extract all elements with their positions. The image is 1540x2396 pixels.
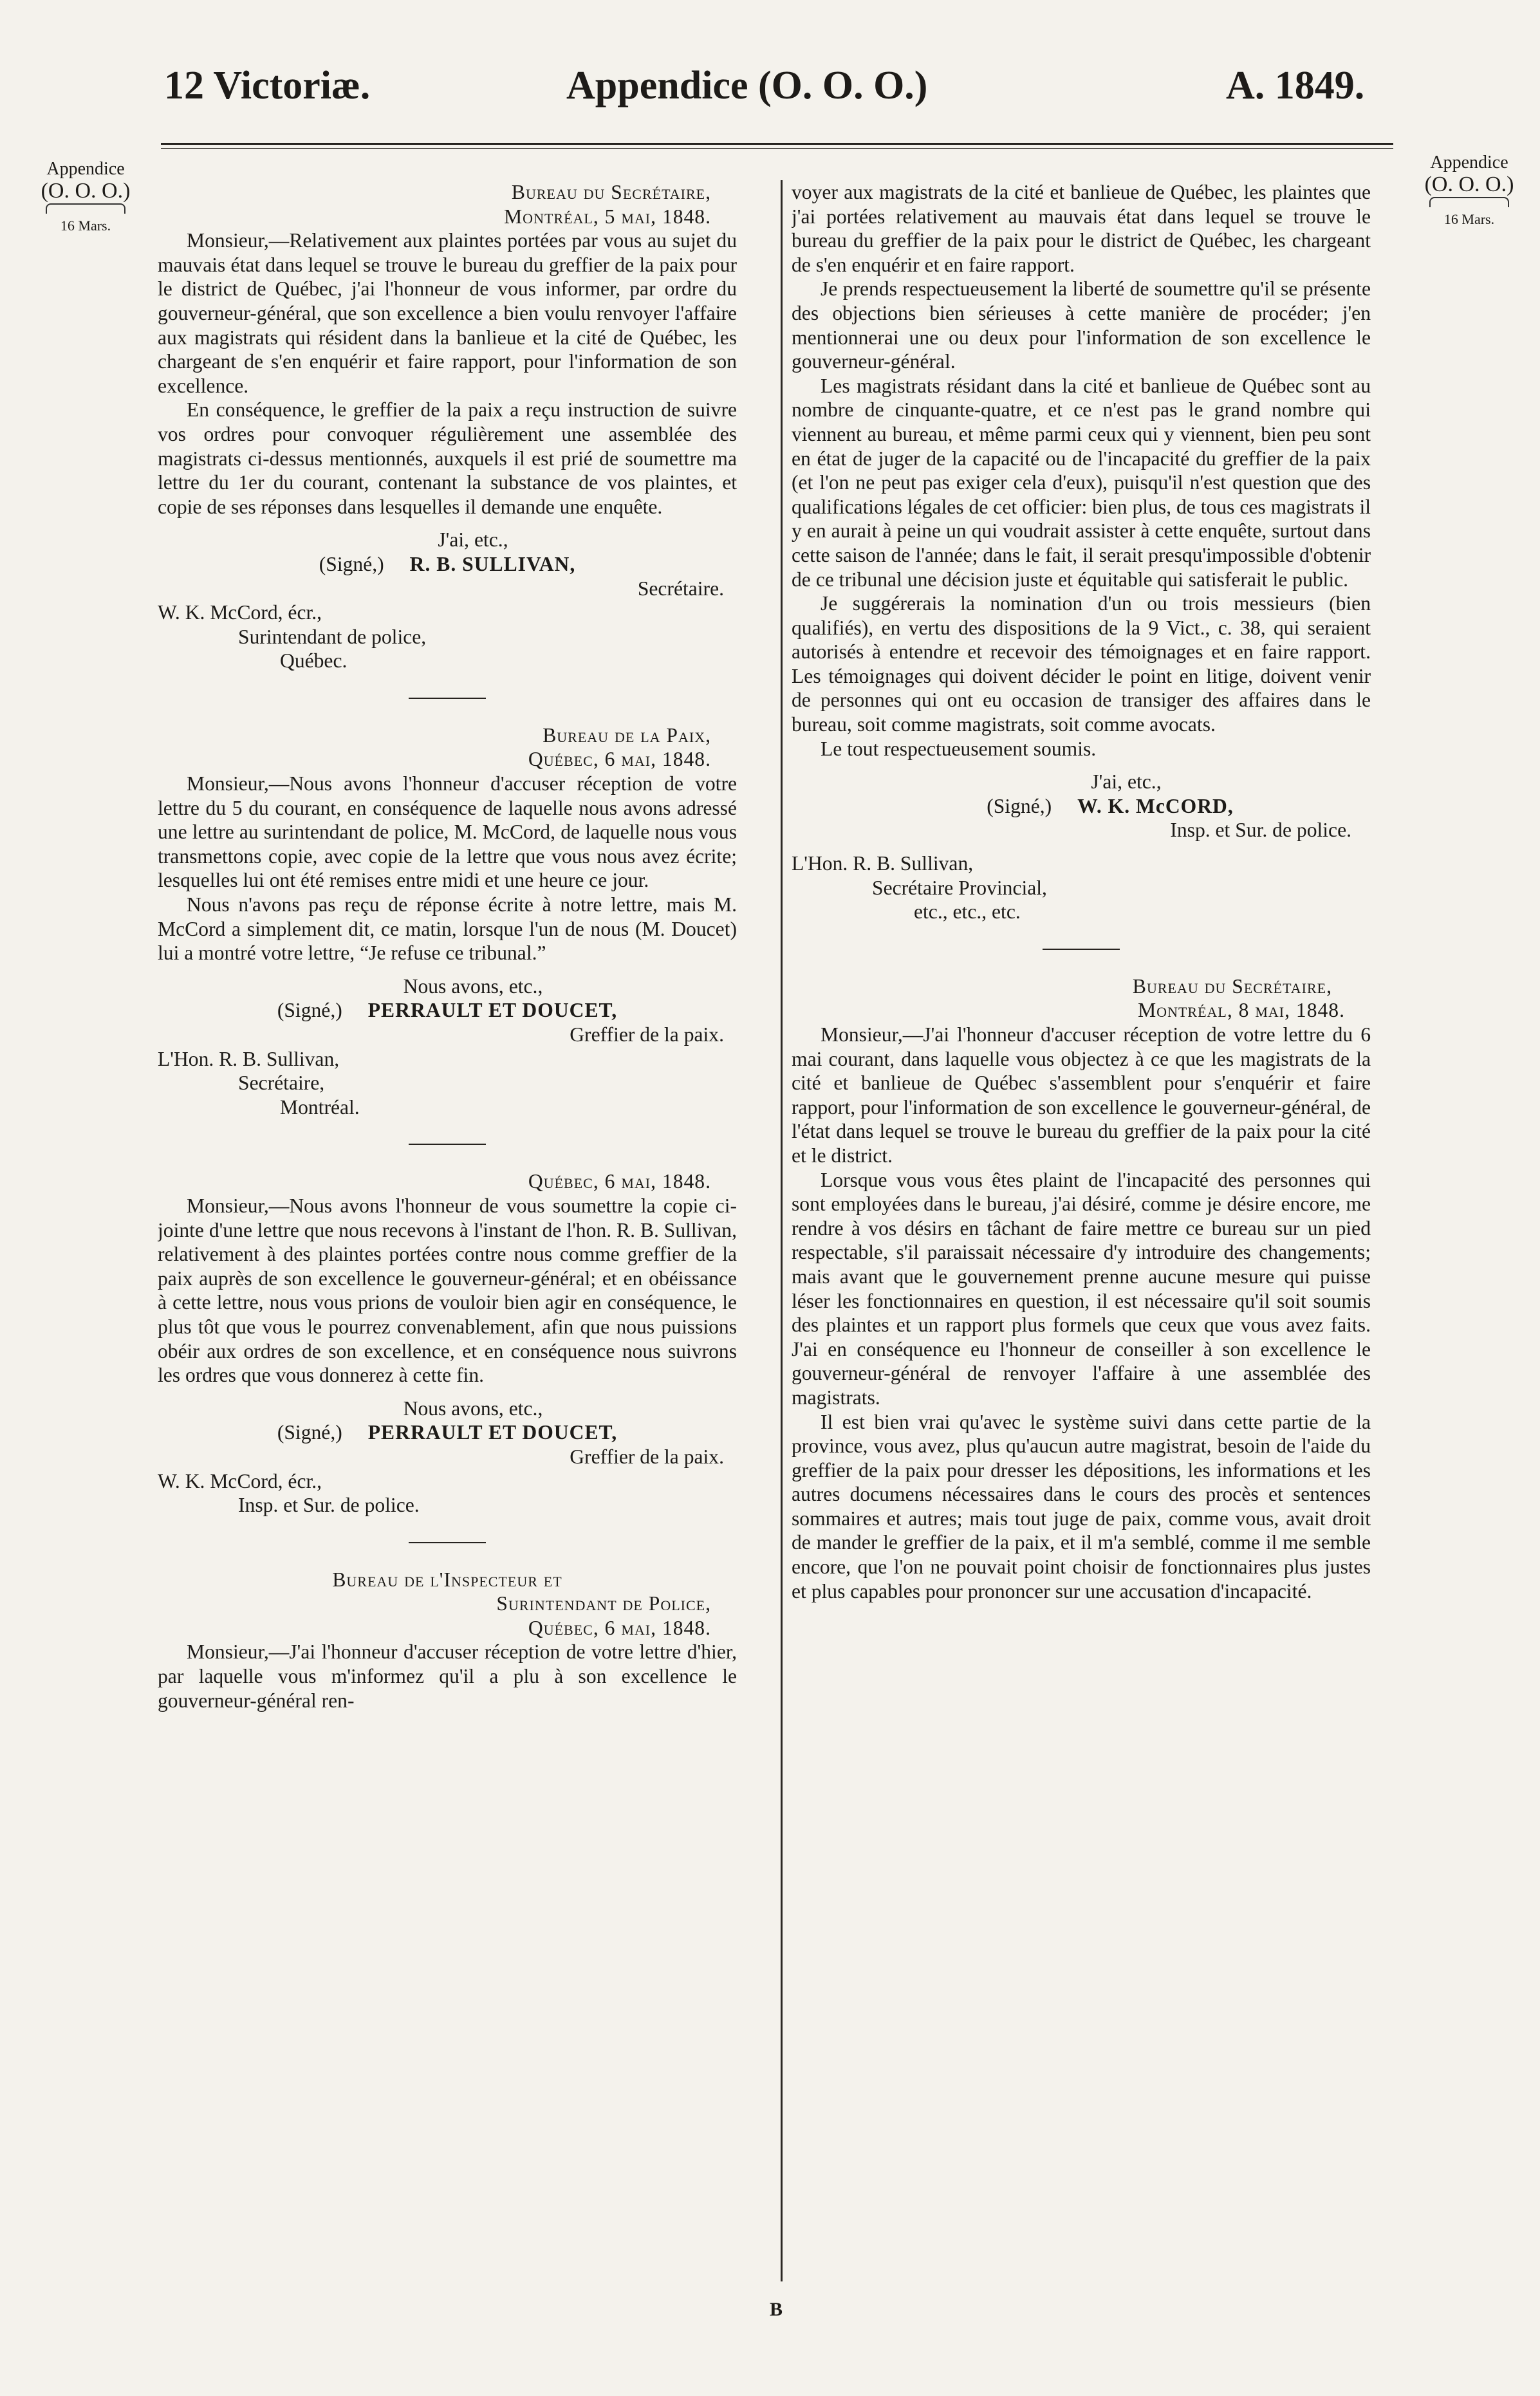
header-year: A. 1849. (1226, 64, 1365, 107)
header-appendix: Appendice (O. O. O.) (566, 64, 928, 107)
letter-office: Bureau du Secrétaire, (1132, 974, 1332, 998)
letter-paragraph: Lorsque vous vous êtes plaint de l'incapacité des personnes qui sont employées dans le bureau, j'ai désiré, comme je désire encore, me rendre à vos désirs en tâchant de faire mettre ce bureau sur un pied respectable, s'il paraissait nécessaire d'y introduire des changements; mais avant que le gouvernement prenne aucune mesure qui puisse léser les fonctionnaires en question, il est nécessaire qu'il soit soumis des plaintes et un rapport plus formels que ceux que vous avez faits. J'ai en conséquence eu l'honneur de conseiller à son excellence le gouverneur-général de renvoyer l'affaire à une assemblée des magistrats. (792, 1168, 1371, 1409)
signature-mark: B (770, 2299, 783, 2320)
signer-name: R. B. SULLIVAN, (409, 552, 576, 575)
header-volume: 12 Victoriæ. (164, 64, 371, 107)
letter-place-date: Montréal, 8 mai, 1848. (1138, 999, 1345, 1022)
letter-place-date: Québec, 6 mai, 1848. (528, 1616, 711, 1639)
letter-place-date: Québec, 6 mai, 1848. (528, 1170, 711, 1193)
letter-paragraph: Les magistrats résidant dans la cité et banlieue de Québec sont au nombre de cinquante-quatre, et ce n'est pas le grand nombre qui viennent au bureau, et même parmi ceux qui y viennent, bien peu sont en état de juger de la capacité ou de l'incapacité du greffier de la paix (et l'on ne peut pas exiger cela d'eux), puisqu'il n'est question que des qualifications légales de cet officier: bien plus, de tous ces magistrats il y en aurait à peine un qui voudrait assister à cette enquête, surtout dans cette saison de l'année; dans le fait, il serait presqu'impossible d'obtenir de ce tribunal une décision juste et équitable qui satisferait le public. (792, 374, 1371, 591)
brace-mark (1429, 197, 1509, 207)
letter-paragraph: Je prends respectueusement la liberté de soumettre qu'il se présente des objections bien sérieuses à cette manière de procéder; j'en mentionnerai une ou deux pour l'information de son excellence le gouverneur-général. (792, 277, 1371, 373)
addressee-place: Québec. (280, 649, 348, 673)
section-separator (1043, 949, 1120, 950)
letter-paragraph: Monsieur,—Nous avons l'honneur de vous soumettre la copie ci-jointe d'une lettre que nous recevons à l'instant de l'hon. R. B. Sullivan, relativement à des plaintes portées contre nous comme greffier de la paix auprès de son excellence le gouverneur-général; et en obéissance à cette lettre, nous vous prions de vouloir bien agir en conséquence, le plus tôt que vous le pourrez convenablement, afin que nous puissions obéir aux ordres de son excellence, et en conséquence nous suivrons les ordres que vous donnerez à cette fin. (158, 1194, 737, 1387)
addressee: L'Hon. R. B. Sullivan, (158, 1047, 340, 1070)
signed-mark: (Signé,) (277, 999, 342, 1022)
signer-name: PERRAULT ET DOUCET, (367, 999, 618, 1022)
addressee: W. K. McCord, écr., (158, 1469, 322, 1492)
letter-closing: Nous avons, etc., (403, 1397, 543, 1420)
signature-line (158, 1420, 737, 1445)
page-header (0, 57, 1540, 115)
letter-office: Bureau du Secrétaire, (511, 181, 711, 203)
signer-name: W. K. McCORD, (1077, 794, 1234, 817)
section-separator (409, 1144, 486, 1145)
signed-mark: (Signé,) (987, 794, 1052, 817)
letter-paragraph: Monsieur,—Relativement aux plaintes portées par vous au sujet du mauvais état dans lequel se trouve le bureau du greffier de la paix pour le district de Québec, j'ai l'honneur de vous informer, par ordre du gouverneur-général, que son excellence a bien voulu renvoyer l'affaire aux magistrats qui résident dans la banlieue et la cité de Québec, les chargeant de s'en enquérir et faire rapport, pour l'information de son excellence. (158, 229, 737, 397)
addressee-place: Montréal. (280, 1095, 360, 1119)
margin-note-date: 16 Mars. (1443, 211, 1495, 227)
letter-paragraph: voyer aux magistrats de la cité et banlieue de Québec, les plaintes que j'ai portées relativement au mauvais état dans lequel se trouve le bureau du greffier de la paix pour le district de Québec, les chargeant de s'en enquérir et en faire rapport. (792, 181, 1371, 276)
left-column (158, 180, 737, 2285)
letter-place-date: Montréal, 5 mai, 1848. (504, 205, 711, 228)
margin-note-code: (O. O. O.) (1424, 172, 1514, 196)
margin-note-title: Appendice (46, 159, 125, 179)
letter-paragraph: Nous n'avons pas reçu de réponse écrite à notre lettre, mais M. McCord a simplement dit, ce matin, lorsque l'un de nous (M. Doucet) lui a montré votre lettre, “Je refuse ce tribunal.” (158, 893, 737, 965)
addressee: W. K. McCord, écr., (158, 601, 322, 624)
addressee: L'Hon. R. B. Sullivan, (792, 852, 974, 875)
signature-line (792, 794, 1371, 819)
addressee-title: Surintendant de police, (238, 625, 427, 648)
signer-title: Greffier de la paix. (570, 1023, 724, 1046)
signed-mark: (Signé,) (319, 552, 384, 575)
letter-paragraph: En conséquence, le greffier de la paix a reçu instruction de suivre vos ordres pour convoquer régulièrement une assemblée des magistrats ci-dessus mentionnés, auxquels il est prié de soumettre ma lettre du 1er du courant, contenant la substance de vos plaintes, et copie de ses réponses dans lesquelles il demande une enquête. (158, 398, 737, 518)
letter-place-date: Québec, 6 mai, 1848. (528, 748, 711, 771)
signer-title: Secrétaire. (637, 577, 724, 600)
letter-paragraph: Monsieur,—J'ai l'honneur d'accuser réception de votre lettre du 6 mai courant, dans laquelle vous objectez à ce que les magistrats de la cité et banlieue de Québec s'assemblent pour s'enquérir et faire rapport, pour l'information de son excellence le gouverneur-général, de l'état dans lequel se trouve le bureau du greffier de la paix pour la cité et le district. (792, 1023, 1371, 1167)
margin-note-left (12, 160, 160, 236)
column-divider (781, 180, 783, 2281)
signer-title: Greffier de la paix. (570, 1445, 724, 1468)
margin-note-code: (O. O. O.) (41, 179, 131, 203)
letter-office: Surintendant de Police, (496, 1592, 711, 1615)
letter-closing: J'ai, etc., (1091, 770, 1162, 794)
addressee-title: Insp. et Sur. de police. (238, 1494, 420, 1517)
section-separator (409, 698, 486, 699)
letter-paragraph: Je suggérerais la nomination d'un ou trois messieurs (bien qualifiés), en vertu des dispositions de la 9 Vict., c. 38, qui seraient autorisés à entendre et recevoir des témoignages et en faire rapport. Les témoignages qui doivent décider le point en litige, doivent venir de personnes qui ont eu occasion de transiger des affaires dans le bureau, soit comme magistrats, soit comme avocats. (792, 592, 1371, 736)
letter-closing: Nous avons, etc., (403, 974, 543, 998)
letter-office: Bureau de l'Inspecteur et (332, 1568, 562, 1591)
signed-mark: (Signé,) (277, 1421, 342, 1444)
addressee-etc: etc., etc., etc. (914, 900, 1021, 924)
brace-mark (46, 203, 125, 214)
addressee-title: Secrétaire, (238, 1072, 325, 1095)
margin-note-title: Appendice (1430, 153, 1508, 172)
right-column (792, 180, 1371, 2285)
signature-line (158, 998, 737, 1023)
letter-office: Bureau de la Paix, (543, 723, 711, 747)
letter-paragraph: Le tout respectueusement soumis. (821, 737, 1097, 760)
letter-closing: J'ai, etc., (438, 528, 508, 552)
signer-name: PERRAULT ET DOUCET, (367, 1421, 618, 1444)
signature-line (158, 552, 737, 577)
signer-title: Insp. et Sur. de police. (1170, 819, 1351, 842)
letter-paragraph: Monsieur,—Nous avons l'honneur d'accuser réception de votre lettre du 5 du courant, en conséquence de laquelle nous avons adressé une lettre au surintendant de police, M. McCord, de laquelle nous vous transmettons copie, avec copie de la lettre que vous nous avez écrite; lesquelles lui ont été remises entre midi et une heure ce jour. (158, 772, 737, 892)
margin-note-right (1395, 153, 1540, 229)
letter-paragraph: Monsieur,—J'ai l'honneur d'accuser réception de votre lettre d'hier, par laquelle vous m'informez qu'il a plu à son excellence le gouverneur-général ren- (158, 1640, 737, 1712)
section-separator (409, 1542, 486, 1543)
header-rule-thick (161, 143, 1393, 145)
header-rule-thin (161, 148, 1393, 149)
addressee-title: Secrétaire Provincial, (872, 876, 1047, 899)
margin-note-date: 16 Mars. (60, 218, 111, 234)
letter-paragraph: Il est bien vrai qu'avec le système suivi dans cette partie de la province, vous avez, plus qu'aucun autre magistrat, besoin de l'aide du greffier de la paix pour dresser les dépositions, les informations et les autres documens nécessaires dans le cours des procès et sentences sommaires et autres; mais tout juge de paix, comme vous, avait droit de mander le greffier de la paix, et il m'a semblé, comme il me semble encore, que l'on ne pouvait point choisir de fonctionnaires plus justes et plus capables pour prononcer sur une accusation d'incapacité. (792, 1410, 1371, 1602)
